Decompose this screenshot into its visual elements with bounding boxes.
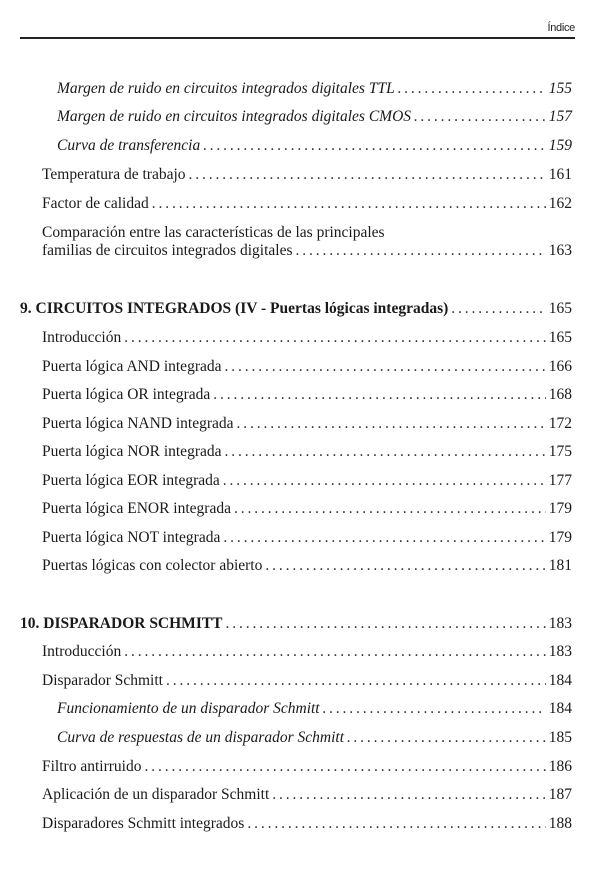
dot-leader [414,108,546,126]
toc-entry-label: Puerta lógica EOR integrada [42,472,220,489]
dot-leader [124,329,546,347]
toc-entry[interactable] [42,443,572,461]
toc-entry-label-line1: Comparación entre las características de las principales [42,224,385,241]
toc-entry-label-line2: familias de circuitos integrados digitales [42,242,293,259]
toc-entry-page: 177 [548,472,572,489]
toc-entry[interactable] [42,329,572,347]
chapter-heading-10[interactable] [20,615,572,633]
dot-leader [152,195,546,213]
toc-entry-label: Puerta lógica NAND integrada [42,415,234,432]
toc-entry-page: 161 [548,166,572,183]
toc-entry[interactable] [42,195,572,213]
dot-leader [237,415,546,433]
toc-entry-page: 179 [548,500,572,517]
toc-entry-label: Filtro antirruido [42,758,142,775]
toc-entry[interactable] [42,672,572,690]
toc-entry-page: 184 [548,700,572,717]
dot-leader [398,80,546,98]
chapter-title: 10. DISPARADOR SCHMITT [20,615,223,632]
running-header-title: Índice [547,22,575,34]
chapter-title: 9. CIRCUITOS INTEGRADOS (IV - Puertas lógicas integradas) [20,300,449,317]
toc-entry-page: 172 [548,415,572,432]
dot-leader [323,700,546,718]
toc-entry[interactable] [57,80,572,98]
toc-entry-page: 162 [548,195,572,212]
dot-leader [272,786,545,804]
dot-leader [203,137,546,155]
dot-leader [265,557,545,575]
toc-entry[interactable] [42,786,572,804]
toc-entry[interactable] [57,729,572,747]
toc-entry-page: 187 [548,786,572,803]
toc-entry-label: Disparador Schmitt [42,672,163,689]
toc-entry-page: 188 [548,815,572,832]
toc-entry-label: Temperatura de trabajo [42,166,186,183]
dot-leader [226,615,546,633]
dot-leader [296,242,546,260]
toc-entry[interactable] [42,557,572,575]
toc-entry[interactable] [42,500,572,518]
toc-entry-label: Introducción [42,329,122,346]
toc-entry-label: Puertas lógicas con colector abierto [42,557,263,574]
toc-entry[interactable] [42,758,572,776]
toc-entry[interactable] [42,529,572,547]
toc-entry[interactable] [42,166,572,184]
toc-entry[interactable] [42,386,572,404]
toc-entry-label: Funcionamiento de un disparador Schmitt [57,700,320,717]
toc-entry-page: 185 [548,729,572,746]
toc-entry-page: 165 [548,329,572,346]
toc-entry-label: Introducción [42,643,122,660]
dot-leader [223,472,546,490]
toc-entry[interactable] [57,108,572,126]
toc-entry-label: Puerta lógica NOT integrada [42,529,221,546]
dot-leader [224,443,545,461]
dot-leader [224,358,545,376]
toc-entry-page: 155 [548,80,572,97]
toc-entry-page: 186 [548,758,572,775]
header-rule [20,37,575,39]
toc-entry-page: 183 [548,643,572,660]
toc-entry-page: 157 [548,108,572,125]
toc-entry[interactable] [42,472,572,490]
chapter-heading-9[interactable] [20,300,572,318]
toc-entry-page: 184 [548,672,572,689]
toc-entry-label: Puerta lógica ENOR integrada [42,500,231,517]
toc-entry-label: Curva de respuestas de un disparador Schmitt [57,729,345,746]
toc-entry-label: Factor de calidad [42,195,149,212]
dot-leader [347,729,546,747]
toc-entry[interactable] [57,137,572,155]
toc-entry[interactable] [57,700,572,718]
dot-leader [234,500,546,518]
dot-leader [247,815,545,833]
toc-entry-page: 175 [548,443,572,460]
dot-leader [213,386,545,404]
toc-entry-label: Puerta lógica AND integrada [42,358,222,375]
toc-entry[interactable] [42,415,572,433]
toc-entry-page: 168 [548,386,572,403]
toc-entry-page: 163 [548,242,572,259]
toc-entry-multiline[interactable] [42,224,572,260]
chapter-page: 183 [548,615,572,632]
dot-leader [166,672,546,690]
toc-entry-label: Aplicación de un disparador Schmitt [42,786,270,803]
toc-entry-label: Puerta lógica NOR integrada [42,443,222,460]
dot-leader [451,300,545,318]
toc-entry-label: Puerta lógica OR integrada [42,386,211,403]
toc-entry-label: Disparadores Schmitt integrados [42,815,245,832]
toc-entry-page: 181 [548,557,572,574]
toc-entry-page: 179 [548,529,572,546]
toc-entry[interactable] [42,815,572,833]
chapter-page: 165 [548,300,572,317]
toc-entry-label: Margen de ruido en circuitos integrados digitales CMOS [57,108,412,125]
toc-entry[interactable] [42,643,572,661]
dot-leader [144,758,545,776]
dot-leader [189,166,546,184]
dot-leader [223,529,545,547]
toc-entry-label: Margen de ruido en circuitos integrados digitales TTL [57,80,395,97]
toc-entry-page: 159 [548,137,572,154]
toc-entry[interactable] [42,358,572,376]
toc-entry-page: 166 [548,358,572,375]
toc-entry-label: Curva de transferencia [57,137,201,154]
dot-leader [124,643,546,661]
